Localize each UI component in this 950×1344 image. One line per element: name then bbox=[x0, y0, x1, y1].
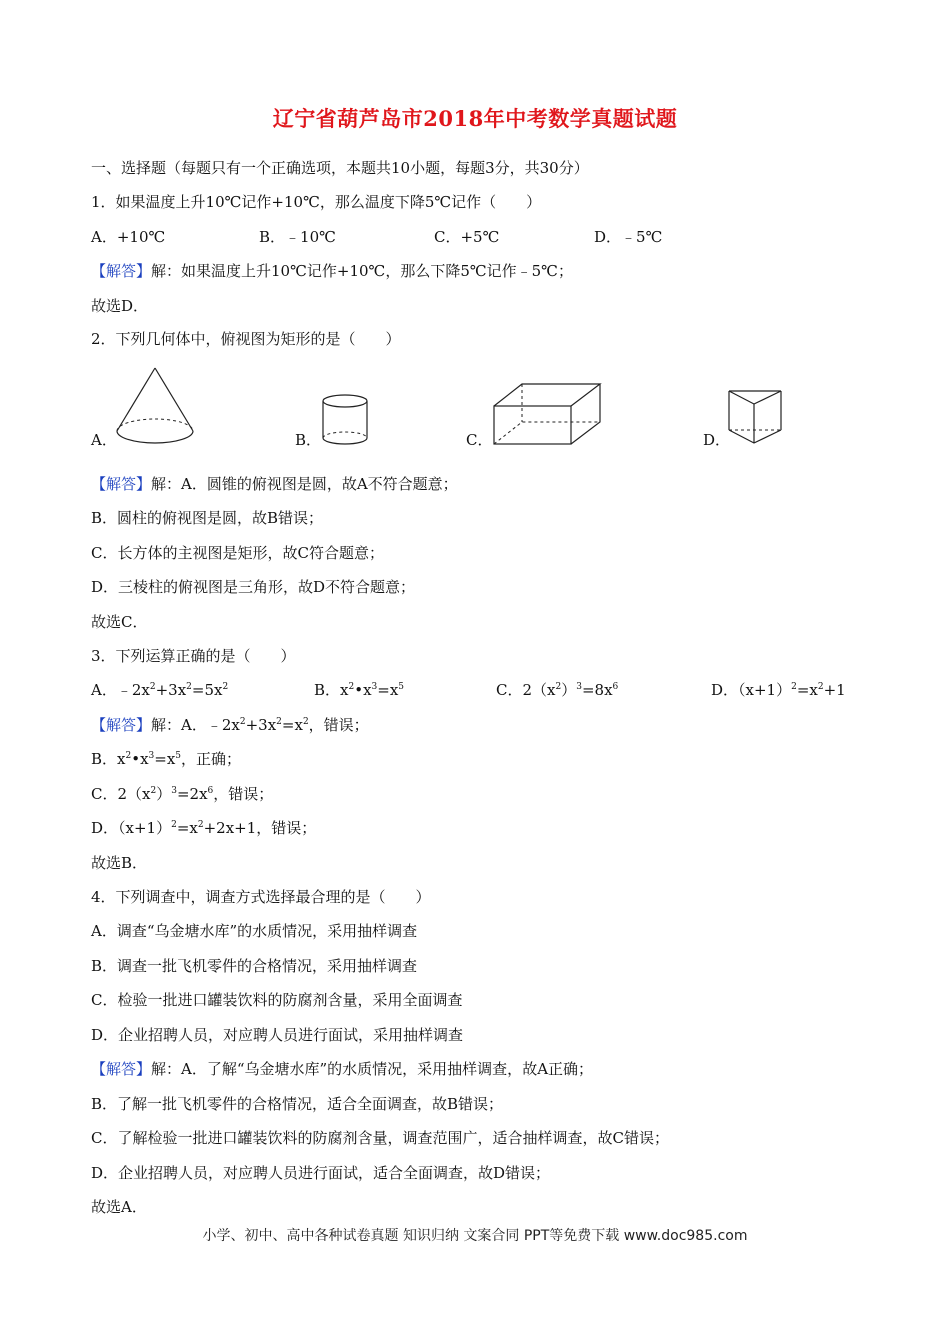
q2-option-c-label: C． bbox=[466, 431, 493, 449]
page-title: 辽宁省葫芦岛市2018年中考数学真题试题 bbox=[272, 106, 678, 131]
q1-stem: 1．如果温度上升10℃记作+10℃，那么温度下降5℃记作（ ） bbox=[91, 193, 542, 211]
q4-answer-line-b: B．了解一批飞机零件的合格情况，适合全面调查，故B错误； bbox=[91, 1095, 504, 1113]
q2-answer-line-d: D．三棱柱的俯视图是三角形，故D不符合题意； bbox=[91, 578, 416, 596]
answer-tag: 【解答】 bbox=[91, 262, 152, 280]
q2-answer-text: 解：A．圆锥的俯视图是圆，故A不符合题意； bbox=[151, 475, 458, 493]
q3-option-c: C．$2(x^2)^3=8x^6$ bbox=[496, 681, 619, 699]
q2-answer-line-c: C．长方体的主视图是矩形，故C符合题意； bbox=[91, 544, 384, 562]
q3-stem: 3．下列运算正确的是（ ） bbox=[91, 647, 296, 665]
cylinder-figure bbox=[318, 392, 372, 450]
footer-advert: 小学、初中、高中各种试卷真题 知识归纳 文案合同 PPT等免费下载 www.doc985.com bbox=[202, 1228, 748, 1244]
q4-answer-line-c: C．了解检验一批进口罐装饮料的防腐剂含量，调查范围广，适合抽样调查，故C错误； bbox=[91, 1129, 669, 1147]
cone-figure bbox=[112, 365, 198, 447]
q3-conclusion: 故选B． bbox=[91, 854, 148, 872]
triangular-prism-figure bbox=[724, 386, 786, 448]
q3-option-a: A．$﹣2x^2+3x^2=5x^2$ bbox=[91, 681, 229, 699]
q2-option-b-label: B． bbox=[295, 431, 322, 449]
q2-conclusion: 故选C． bbox=[91, 613, 148, 631]
q1-option-c: C．+5℃ bbox=[434, 228, 500, 246]
q3-option-d: D．$(x+1)^2=x^2+1$ bbox=[711, 681, 846, 699]
q3-answer-line-c: C．$2(x^2)^3=2x^6$，错误； bbox=[91, 785, 274, 803]
q4-option-a: A．调查“乌金塘水库”的水质情况，采用抽样调查 bbox=[91, 922, 418, 940]
q2-option-d-label: D． bbox=[703, 431, 731, 449]
section-heading: 一、选择题（每题只有一个正确选项，本题共10小题，每题3分，共30分） bbox=[91, 159, 589, 177]
answer-tag: 【解答】 bbox=[91, 1060, 152, 1078]
q2-answer bbox=[91, 474, 458, 494]
q4-answer-text: 解：A．了解“乌金塘水库”的水质情况，采用抽样调查，故A正确； bbox=[151, 1060, 594, 1078]
q1-conclusion: 故选D． bbox=[91, 297, 149, 315]
q1-answer bbox=[91, 261, 573, 281]
q1-answer-text: 解：如果温度上升10℃记作+10℃，那么下降5℃记作﹣5℃； bbox=[151, 262, 573, 280]
answer-tag: 【解答】 bbox=[91, 475, 152, 493]
q4-option-b: B．调查一批飞机零件的合格情况，采用抽样调查 bbox=[91, 957, 418, 975]
q4-conclusion: 故选A． bbox=[91, 1198, 147, 1216]
q1-option-d: D．﹣5℃ bbox=[594, 228, 663, 246]
q1-option-a: A．+10℃ bbox=[91, 228, 166, 246]
q2-stem: 2．下列几何体中，俯视图为矩形的是（ ） bbox=[91, 330, 401, 348]
cuboid-figure bbox=[490, 380, 606, 448]
q4-stem: 4．下列调查中，调查方式选择最合理的是（ ） bbox=[91, 888, 431, 906]
q1-option-b: B．﹣10℃ bbox=[259, 228, 336, 246]
q4-answer bbox=[91, 1059, 593, 1079]
q3-answer-line-d: D．$(x+1)^2=x^2+2x+1$，错误； bbox=[91, 819, 317, 837]
q4-answer-line-d: D．企业招聘人员，对应聘人员进行面试，适合全面调查，故D错误； bbox=[91, 1164, 551, 1182]
q3-answer-line-b: B．$x^2•x^3=x^5$，正确； bbox=[91, 750, 242, 768]
q2-option-a-label: A． bbox=[91, 431, 117, 449]
q2-answer-line-b: B．圆柱的俯视图是圆，故B错误； bbox=[91, 509, 324, 527]
q3-answer: 【解答】解：A．$﹣2x^2+3x^2=x^2$，错误； bbox=[91, 716, 369, 734]
answer-tag: 【解答】 bbox=[91, 716, 152, 734]
q3-option-b: B．$x^2•x^3=x^5$ bbox=[314, 681, 405, 699]
q4-option-d: D．企业招聘人员，对应聘人员进行面试，采用抽样调查 bbox=[91, 1026, 464, 1044]
q4-option-c: C．检验一批进口罐装饮料的防腐剂含量，采用全面调查 bbox=[91, 991, 463, 1009]
